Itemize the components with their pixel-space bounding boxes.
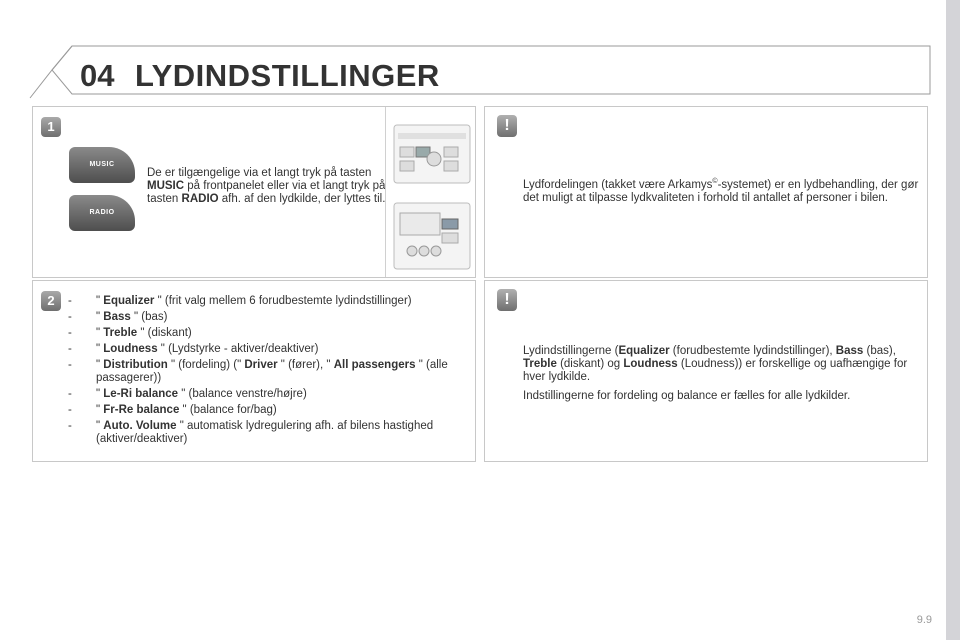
step1-description: De er tilgængelige via et langt tryk på tasten MUSIC på frontpanelet eller via et langt tryk på tasten RADIO afh. af den lydkilde, der lyttes til.: [147, 167, 386, 205]
chapter-number: 04: [80, 58, 115, 93]
step1-panel: [32, 106, 476, 278]
warning-icon: !: [497, 289, 517, 311]
step-badge-1: 1: [41, 117, 61, 137]
console-illustration: [385, 107, 476, 277]
list-item: - " Equalizer " (frit valg mellem 6 forudbestemte lydindstillinger): [68, 295, 412, 307]
note2-paragraph-2: Indstillingerne for fordeling og balance er fælles for alle lydkilder.: [523, 390, 851, 402]
list-item: - " Le-Ri balance " (balance venstre/højre): [68, 388, 307, 400]
list-item: - " Treble " (diskant): [68, 327, 192, 339]
note2-panel: [484, 280, 928, 462]
list-item: - " Loudness " (Lydstyrke - aktiver/deaktiver): [68, 343, 319, 355]
radio-key-image: RADIO: [69, 195, 135, 231]
note1-text: Lydfordelingen (takket være Arkamys©-systemet) er en lydbehandling, der gør det muligt at tilpasse lydkvaliteten i forhold til antallet af personer i bilen.: [523, 178, 919, 204]
chapter-title: LYDINDSTILLINGER: [135, 58, 440, 93]
list-item: - " Fr-Re balance " (balance for/bag): [68, 404, 277, 416]
warning-icon: !: [497, 115, 517, 137]
step-badge-2: 2: [41, 291, 61, 311]
note2-text: [523, 345, 915, 403]
page-number: 9.9: [916, 614, 932, 626]
note2-paragraph-1: Lydindstillingerne (Equalizer (forudbestemte lydindstillinger), Bass (bas), Treble (diskant) og Loudness (Loudness)) er forskellige og uafhængige for hver lydkilde.: [523, 345, 908, 383]
list-item: - " Auto. Volume " automatisk lydregulering afh. af bilens hastighed (aktiver/deaktiver): [68, 420, 434, 445]
chapter-header: [0, 40, 960, 100]
note1-panel: [484, 106, 928, 278]
list-item: - " Distribution " (fordeling) (" Driver " (fører), " All passengers " (alle passagerer)): [68, 359, 448, 384]
list-item: - " Bass " (bas): [68, 311, 168, 323]
music-key-image: MUSIC: [69, 147, 135, 183]
settings-list: [68, 295, 478, 449]
radio-panel-drawing: [386, 107, 476, 277]
